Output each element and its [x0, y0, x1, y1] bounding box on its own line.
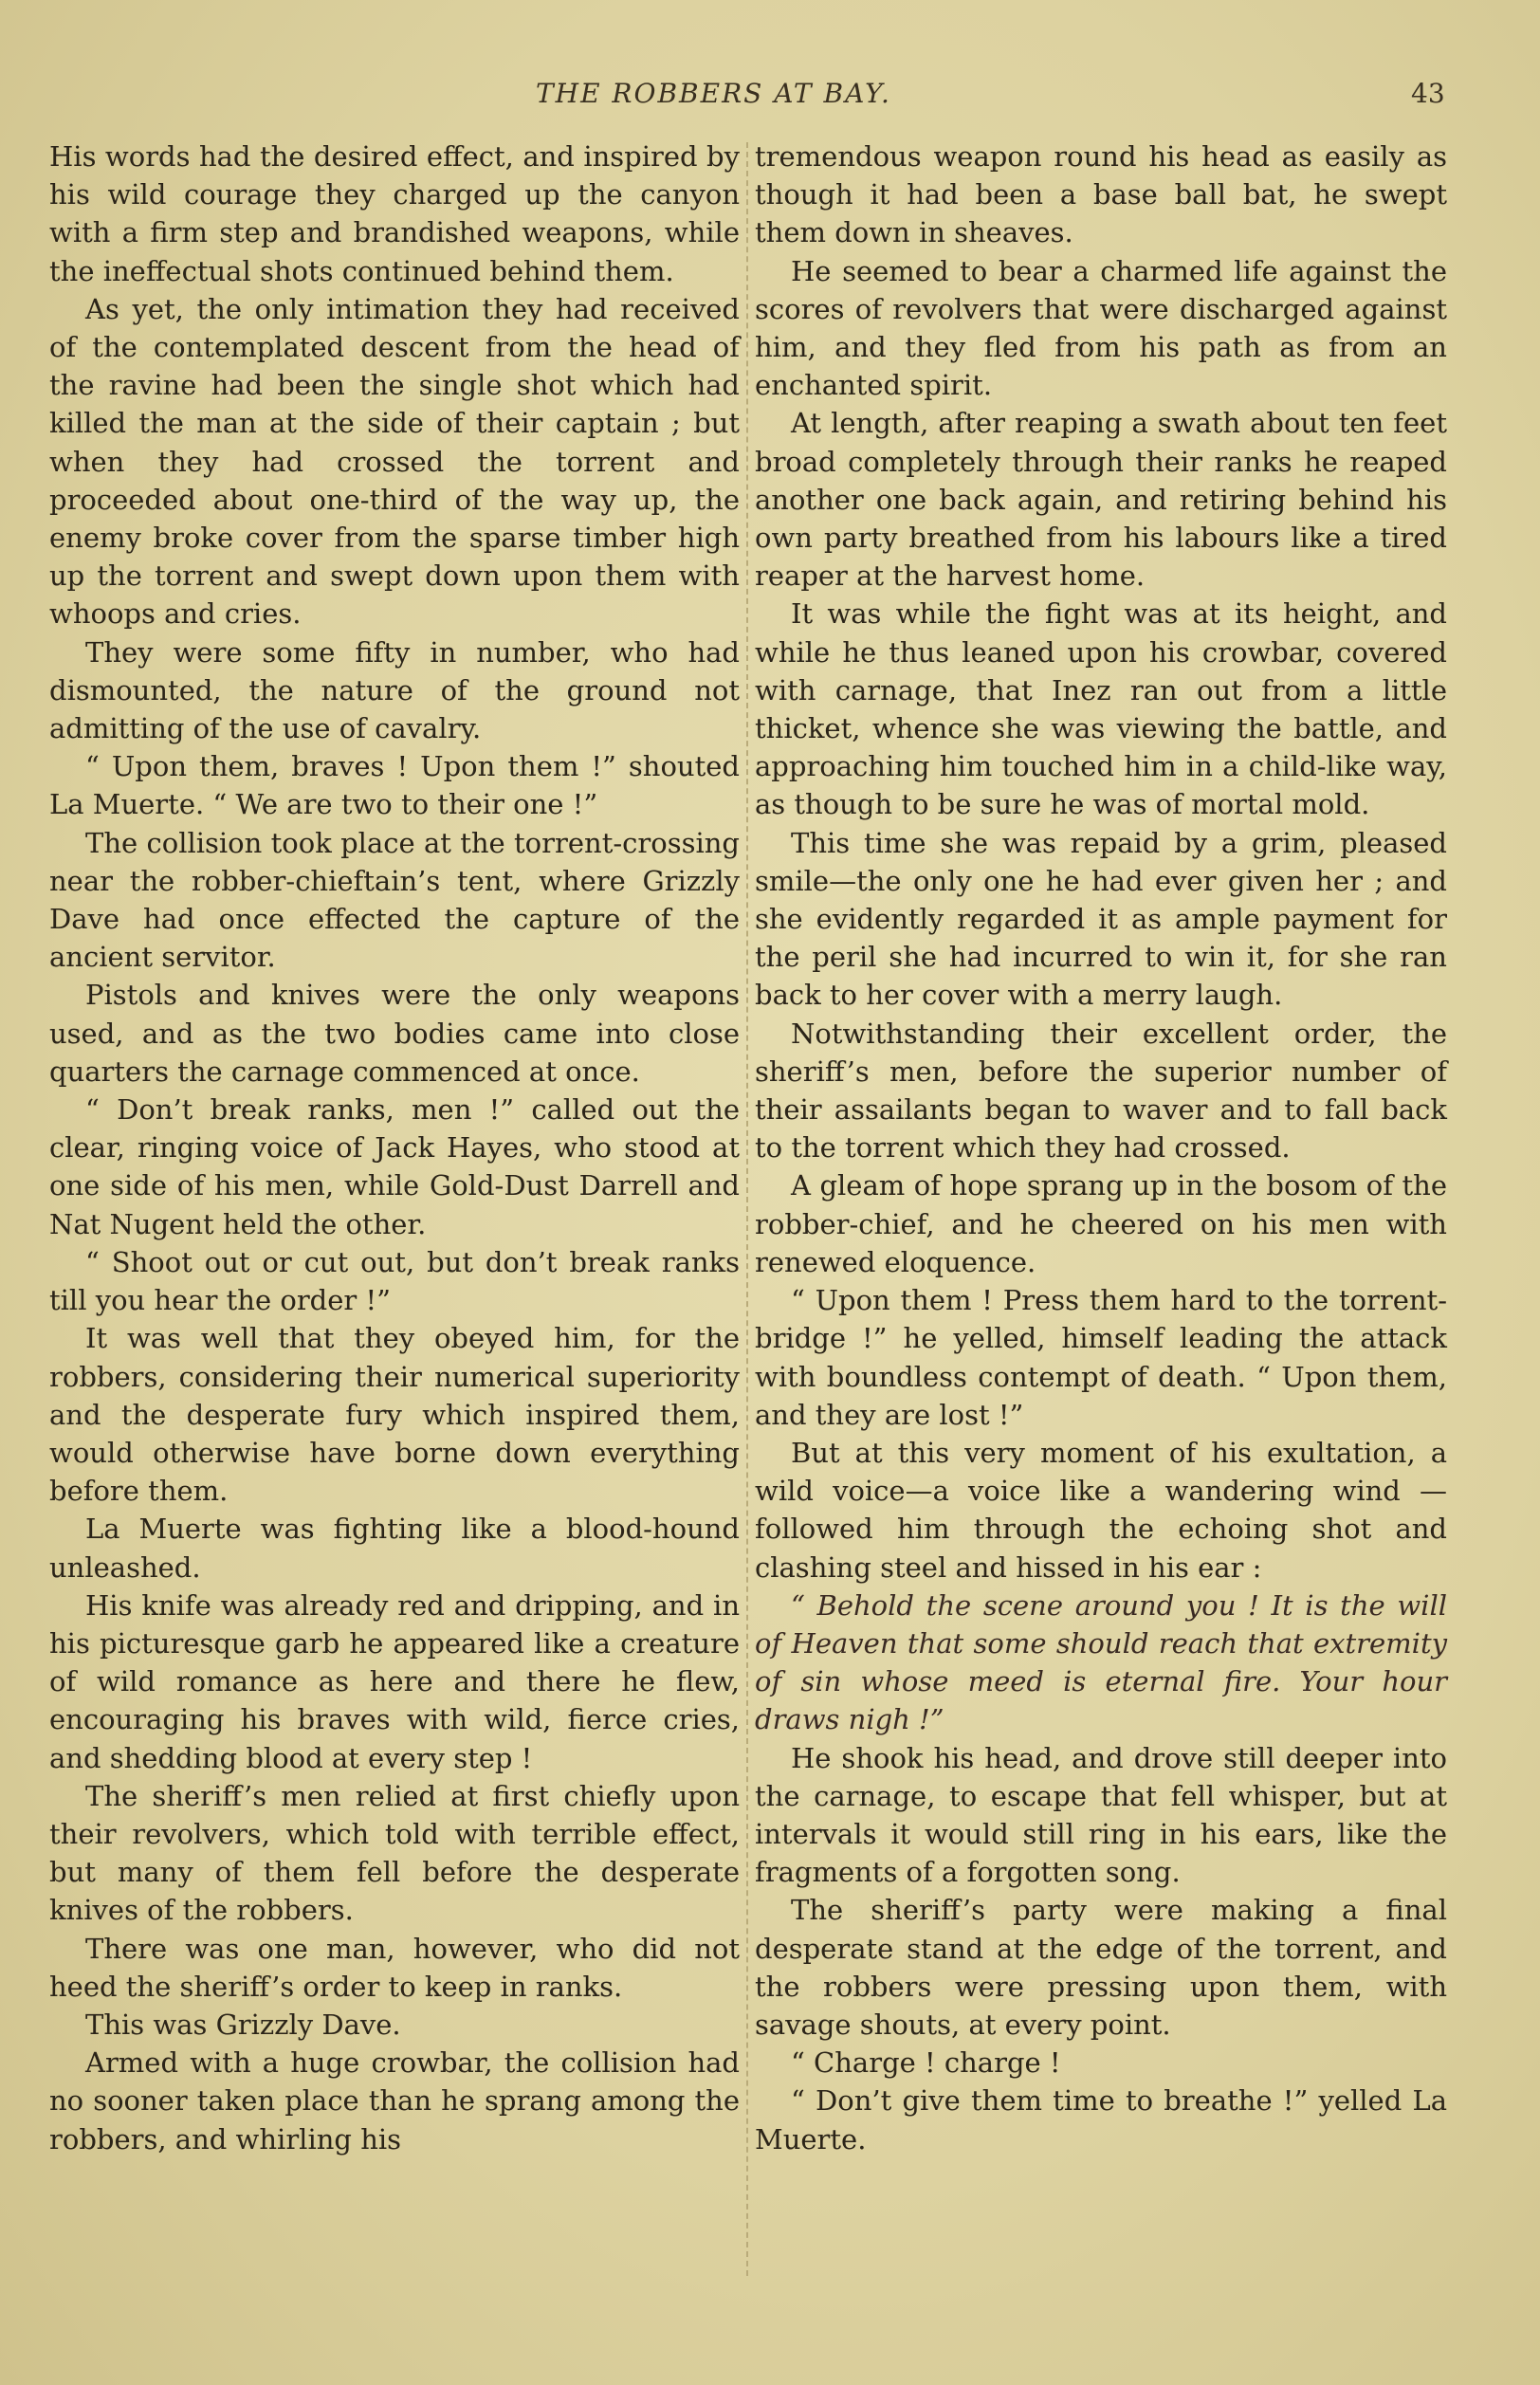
paragraph: The sheriff’s party were making a final desperate stand at the edge of the torrent, and the robbers were pressing upon them, with savage shouts, at every point.	[755, 1894, 1447, 2041]
paragraph: Notwithstanding their excellent order, the sheriff’s men, before the superior number of their assailants began to waver and to fall back to the torrent which they had crossed.	[755, 1017, 1447, 1165]
paragraph: It was well that they obeyed him, for the robbers, considering their numerical superiority and the desperate fury which inspired them, would otherwise have borne down everything before them.	[49, 1322, 740, 1508]
page-header	[0, 78, 1540, 125]
running-title: THE ROBBERS AT BAY.	[536, 78, 891, 109]
paragraph: This was Grizzly Dave.	[85, 2008, 401, 2041]
paragraph: He shook his head, and drove still deeper into the carnage, to escape that fell whisper, but at intervals it would still ring in his ears, like the fragments of a forgotten song.	[755, 1741, 1447, 1889]
page-number: 43	[1411, 78, 1445, 109]
paragraph: It was while the fight was at its height, and while he thus leaned upon his crowbar, covered with carnage, that Inez ran out from a little thicket, whence she was viewing the battle, and approaching him touched him in a child-like way, as though to be sure he was of mortal mold.	[755, 597, 1447, 821]
paragraph: Armed with a huge crowbar, the collision had no sooner taken place than he sprang among the robbers, and whirling his	[49, 2046, 740, 2156]
column-divider	[746, 142, 748, 2276]
paragraph: This time she was repaid by a grim, pleased smile—the only one he had ever given her ; and she evidently regarded it as ample payment for the peril she had incurred to win it, for she ran back to her cover with a merry laugh.	[755, 826, 1447, 1012]
paragraph: As yet, the only intimation they had received of the contemplated descent from the head of the ravine had been the single shot which had killed the man at the side of their captain ; but when they had crossed the torrent and proceeded about one-third of the way up, the enemy broke cover from the sparse timber high up the torrent and swept down upon them with whoops and cries.	[49, 292, 740, 631]
paragraph: “ Don’t give them time to breathe !” yelled La Muerte.	[755, 2084, 1447, 2156]
paragraph: His knife was already red and dripping, and in his picturesque garb he appeared like a creature of wild romance as here and there he flew, encouraging his braves with wild, fierce cries, and shedding blood at every step !	[49, 1588, 740, 1774]
paragraph: The sheriff’s men relied at first chiefly upon their revolvers, which told with terrible effect, but many of them fell before the desperate knives of the robbers.	[49, 1779, 740, 1927]
paragraph: His words had the desired effect, and inspired by his wild courage they charged up the canyon with a firm step and brandished weapons, while the ineffectual shots continued behind them.	[49, 140, 740, 287]
paragraph: He seemed to bear a charmed life against the scores of revolvers that were discharged against him, and they fled from his path as from an enchanted spirit.	[755, 254, 1447, 402]
paragraph: La Muerte was fighting like a blood-hound unleashed.	[49, 1513, 740, 1584]
paragraph: But at this very moment of his exultation, a wild voice—a voice like a wandering wind —followed him through the echoing shot and clashing steel and hissed in his ear :	[755, 1436, 1447, 1584]
paragraph: tremendous weapon round his head as easily as though it had been a base ball bat, he swept them down in sheaves.	[755, 140, 1447, 249]
paragraph: The collision took place at the torrent-crossing near the robber-chieftain’s tent, where Grizzly Dave had once effected the capture of the ancient servitor.	[49, 826, 740, 974]
left-column	[49, 138, 740, 2158]
paragraph: There was one man, however, who did not heed the sheriff’s order to keep in ranks.	[49, 1932, 740, 2003]
paragraph: “ Upon them, braves ! Upon them !” shouted La Muerte. “ We are two to their one !”	[49, 750, 740, 821]
paragraph: A gleam of hope sprang up in the bosom of the robber-chief, and he cheered on his men with renewed eloquence.	[755, 1169, 1447, 1278]
paragraph: “ Charge ! charge !	[791, 2046, 1061, 2080]
paragraph: “ Don’t break ranks, men !” called out the clear, ringing voice of Jack Hayes, who stood at one side of his men, while Gold-Dust Darrell and Nat Nugent held the other.	[49, 1093, 740, 1240]
paragraph: At length, after reaping a swath about ten feet broad completely through their ranks he reaped another one back again, and retiring behind his own party breathed from his labours like a tired reaper at the harvest home.	[755, 407, 1447, 593]
paragraph: They were some fifty in number, who had dismounted, the nature of the ground not admitting of the use of cavalry.	[49, 635, 740, 745]
paragraph: Pistols and knives were the only weapons used, and as the two bodies came into close quarters the carnage commenced at once.	[49, 979, 740, 1088]
paragraph: “ Upon them ! Press them hard to the torrent-bridge !” he yelled, himself leading the attack with boundless contempt of death. “ Upon them, and they are lost !”	[755, 1284, 1447, 1431]
right-column	[755, 138, 1447, 2158]
paragraph-italic-quote: “ Behold the scene around you ! It is the will of Heaven that some should reach that extremity of sin whose meed is eternal fire. Your hour draws nigh !”	[755, 1588, 1447, 1736]
paragraph: “ Shoot out or cut out, but don’t break ranks till you hear the order !”	[49, 1245, 740, 1317]
